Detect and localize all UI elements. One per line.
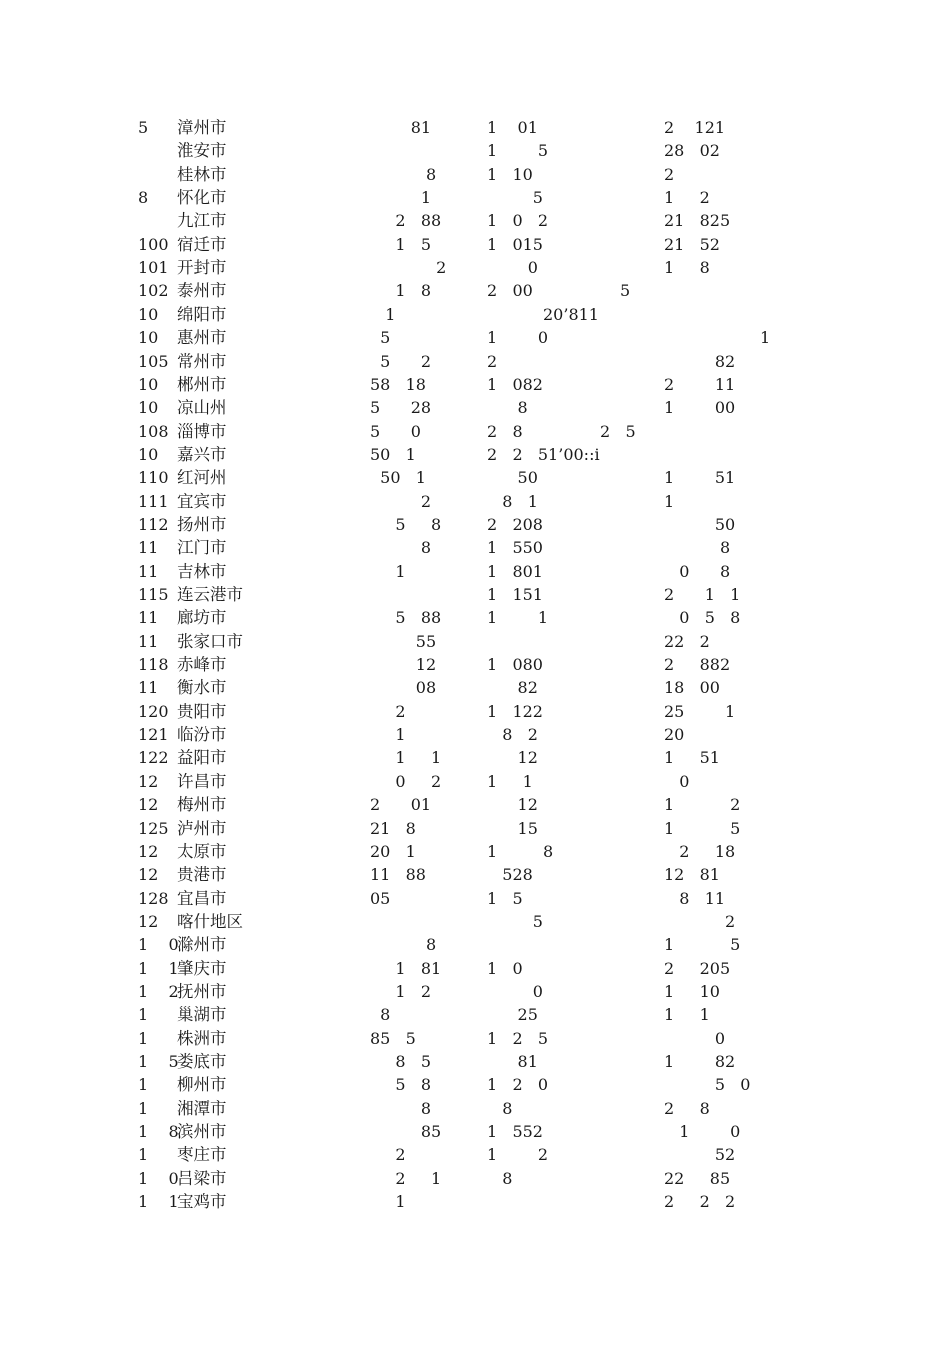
row-index: 1 <box>138 1005 149 1025</box>
value-c3: 1 5 <box>664 818 741 838</box>
row-index: 5 <box>138 118 149 137</box>
city-name: 常州市 <box>177 351 227 371</box>
value-c2: 12 <box>487 748 538 768</box>
city-name: 赤峰市 <box>177 655 227 675</box>
value-c2: 1 1 <box>487 608 549 628</box>
row-index: 101 <box>138 258 169 278</box>
value-c2: 1 0 2 <box>487 211 549 231</box>
table-row <box>0 606 950 629</box>
value-c1: 21 8 <box>370 818 416 838</box>
row-index: 115 <box>138 585 169 604</box>
table-row <box>0 933 950 956</box>
value-c1: 0 2 <box>370 771 442 791</box>
value-c3: 0 5 8 <box>664 608 741 628</box>
city-name: 枣庄市 <box>177 1145 227 1165</box>
value-c2: 8 <box>487 1168 513 1188</box>
table-row <box>0 233 950 256</box>
value-c2: 1 151 <box>487 585 543 604</box>
value-c3: 5 0 <box>664 1075 751 1095</box>
stray-fragment: 20’811 <box>543 304 599 324</box>
row-index: 11 <box>138 561 159 581</box>
value-c3: 1 2 <box>664 795 741 815</box>
value-c3: 2 18 <box>664 841 736 861</box>
table-row <box>0 723 950 746</box>
table-row <box>0 513 950 536</box>
value-c2: 1 080 <box>487 655 543 675</box>
value-c1: 8 5 <box>370 1052 432 1071</box>
value-c1: 5 88 <box>370 608 442 628</box>
city-name: 廊坊市 <box>177 608 227 628</box>
value-c1: 81 <box>370 118 432 137</box>
row-index: 1 2 <box>138 981 179 1001</box>
value-c2: 2 2 51’00::i <box>487 444 600 464</box>
city-name: 娄底市 <box>177 1052 227 1071</box>
value-c3: 1 <box>664 491 675 511</box>
value-c1: 58 18 <box>370 374 426 394</box>
value-c2: 2 8 <box>487 421 523 441</box>
table-row <box>0 350 950 373</box>
value-c3: 52 <box>664 1145 736 1165</box>
value-c3: 22 85 <box>664 1168 731 1188</box>
city-name: 宜宾市 <box>177 491 227 511</box>
value-c1: 50 1 <box>370 444 416 464</box>
value-c1: 05 <box>370 888 391 908</box>
table-row <box>0 1167 950 1190</box>
value-c2: 1 01 <box>487 118 538 137</box>
value-c1: 1 2 <box>370 981 432 1001</box>
value-c2: 0 <box>487 981 543 1001</box>
row-index: 1 5 <box>138 1052 179 1071</box>
row-index: 102 <box>138 281 169 301</box>
city-name: 扬州市 <box>177 514 227 534</box>
value-c2: 1 1 <box>487 771 533 791</box>
city-name: 肇庆市 <box>177 958 227 978</box>
table-row <box>0 560 950 583</box>
value-c3: 21 52 <box>664 234 720 254</box>
value-c2: 8 2 <box>487 725 538 745</box>
row-index: 12 <box>138 771 159 791</box>
table-row <box>0 256 950 279</box>
value-c2: 1 0 <box>487 958 523 978</box>
table-row <box>0 466 950 489</box>
city-name: 江门市 <box>177 538 227 558</box>
value-c2: 81 <box>487 1052 538 1071</box>
value-c2: 50 <box>487 468 538 488</box>
value-c3: 1 00 <box>664 398 736 418</box>
city-name: 吕梁市 <box>177 1168 227 1188</box>
table-row <box>0 420 950 443</box>
row-index: 10 <box>138 444 159 464</box>
value-c2: 5 <box>487 188 543 208</box>
city-name: 宜昌市 <box>177 888 227 908</box>
row-index: 118 <box>138 655 169 675</box>
stray-fragment: 2 5 <box>600 421 636 441</box>
table-row <box>0 326 950 349</box>
value-c2: 12 <box>487 795 538 815</box>
city-name: 张家口市 <box>177 631 243 651</box>
table-row <box>0 887 950 910</box>
row-index: 12 <box>138 841 159 861</box>
city-name: 连云港市 <box>177 585 243 604</box>
value-c1: 2 01 <box>370 795 432 815</box>
row-index: 110 <box>138 468 169 488</box>
table-row <box>0 396 950 419</box>
city-name: 临汾市 <box>177 725 227 745</box>
value-c1: 2 <box>370 258 447 278</box>
city-name: 贵港市 <box>177 865 227 885</box>
value-c2: 25 <box>487 1005 538 1025</box>
row-index: 1 0 <box>138 1168 179 1188</box>
table-row <box>0 163 950 186</box>
value-c2: 1 2 0 <box>487 1075 549 1095</box>
value-c2: 0 <box>487 258 538 278</box>
value-c3: 8 11 <box>664 888 726 908</box>
city-name: 株洲市 <box>177 1028 227 1048</box>
value-c1: 8 <box>370 164 437 184</box>
value-c3: 2 <box>664 911 736 931</box>
city-name: 衡水市 <box>177 678 227 698</box>
row-index: 1 1 <box>138 1192 179 1212</box>
row-index: 128 <box>138 888 169 908</box>
value-c3: 2 8 <box>664 1098 710 1118</box>
table-row <box>0 1190 950 1213</box>
city-name: 淮安市 <box>177 141 227 161</box>
value-c2: 82 <box>487 678 538 698</box>
table-row <box>0 116 950 139</box>
value-c1: 12 <box>370 655 437 675</box>
city-name: 郴州市 <box>177 374 227 394</box>
value-c3: 20 <box>664 725 685 745</box>
row-index: 1 8 <box>138 1122 179 1142</box>
table-row <box>0 1027 950 1050</box>
table-row <box>0 630 950 653</box>
row-index: 120 <box>138 701 169 721</box>
stray-fragment: 5 <box>620 281 631 301</box>
value-c1: 8 <box>370 1005 391 1025</box>
value-c1: 11 88 <box>370 865 426 885</box>
city-name: 柳州市 <box>177 1075 227 1095</box>
value-c3: 25 1 <box>664 701 736 721</box>
row-index: 105 <box>138 351 169 371</box>
value-c1: 8 <box>370 935 437 955</box>
value-c1: 2 88 <box>370 211 442 231</box>
city-name: 嘉兴市 <box>177 444 227 464</box>
value-c3: 1 51 <box>664 468 736 488</box>
value-c2: 1 10 <box>487 164 533 184</box>
row-index: 1 <box>138 1145 149 1165</box>
value-c1: 8 <box>370 538 432 558</box>
table-row <box>0 1143 950 1166</box>
value-c1: 2 <box>370 701 406 721</box>
value-c3: 1 8 <box>664 258 710 278</box>
city-name: 太原市 <box>177 841 227 861</box>
value-c3: 18 00 <box>664 678 720 698</box>
value-c1: 50 1 <box>370 468 426 488</box>
table-row <box>0 490 950 513</box>
row-index: 10 <box>138 304 159 324</box>
table-row <box>0 793 950 816</box>
value-c1: 1 <box>370 304 396 324</box>
value-c1: 85 <box>370 1122 442 1142</box>
table-row <box>0 1050 950 1073</box>
city-name: 吉林市 <box>177 561 227 581</box>
city-name: 淄博市 <box>177 421 227 441</box>
row-index: 121 <box>138 725 169 745</box>
row-index: 12 <box>138 865 159 885</box>
table-row <box>0 840 950 863</box>
value-c1: 20 1 <box>370 841 416 861</box>
value-c3: 1 1 <box>664 1005 710 1025</box>
value-c1: 5 <box>370 328 391 348</box>
value-c2: 1 5 <box>487 141 549 161</box>
row-index: 11 <box>138 538 159 558</box>
value-c1: 8 <box>370 1098 432 1118</box>
city-name: 益阳市 <box>177 748 227 768</box>
row-index: 1 0 <box>138 935 179 955</box>
row-index: 10 <box>138 374 159 394</box>
value-c3: 2 1 1 <box>664 585 741 604</box>
city-name: 绵阳市 <box>177 304 227 324</box>
row-index: 11 <box>138 631 159 651</box>
row-index: 1 <box>138 1028 149 1048</box>
table-row <box>0 1097 950 1120</box>
value-c3: 1 2 <box>664 188 710 208</box>
value-c3: 1 10 <box>664 981 720 1001</box>
city-name: 滨州市 <box>177 1122 227 1142</box>
value-c1: 5 2 <box>370 351 432 371</box>
value-c3: 2 121 <box>664 118 726 137</box>
value-c1: 55 <box>370 631 437 651</box>
table-row <box>0 957 950 980</box>
table-row <box>0 863 950 886</box>
table-row <box>0 910 950 933</box>
value-c1: 2 1 <box>370 1168 442 1188</box>
city-name: 泰州市 <box>177 281 227 301</box>
table-row <box>0 653 950 676</box>
table-row <box>0 700 950 723</box>
value-c2: 15 <box>487 818 538 838</box>
row-index: 112 <box>138 514 169 534</box>
value-c1: 1 8 <box>370 281 432 301</box>
table-row <box>0 676 950 699</box>
row-index: 1 <box>138 1098 149 1118</box>
value-c3: 2 205 <box>664 958 731 978</box>
row-index: 10 <box>138 398 159 418</box>
value-c2: 5 <box>487 911 543 931</box>
value-c1: 1 1 <box>370 748 442 768</box>
value-c3: 22 2 <box>664 631 710 651</box>
value-c3: 2 882 <box>664 655 731 675</box>
row-index: 10 <box>138 328 159 348</box>
row-index: 11 <box>138 608 159 628</box>
city-name: 贵阳市 <box>177 701 227 721</box>
table-row <box>0 1073 950 1096</box>
city-name: 滁州市 <box>177 935 227 955</box>
value-c1: 1 <box>370 1192 406 1212</box>
value-c2: 8 <box>487 1098 513 1118</box>
row-index: 1 1 <box>138 958 179 978</box>
city-name: 抚州市 <box>177 981 227 1001</box>
value-c1: 1 <box>370 725 406 745</box>
city-name: 桂林市 <box>177 164 227 184</box>
value-c3: 2 11 <box>664 374 736 394</box>
value-c1: 5 28 <box>370 398 432 418</box>
city-name: 宝鸡市 <box>177 1192 227 1212</box>
value-c3: 1 5 <box>664 935 741 955</box>
value-c2: 2 208 <box>487 514 543 534</box>
city-name: 九江市 <box>177 211 227 231</box>
table-row <box>0 1003 950 1026</box>
table-row <box>0 583 950 606</box>
table-row <box>0 980 950 1003</box>
value-c3: 2 <box>664 164 675 184</box>
table-row <box>0 139 950 162</box>
value-c2: 2 00 <box>487 281 533 301</box>
value-c1: 1 81 <box>370 958 442 978</box>
city-name: 红河州 <box>177 468 227 488</box>
value-c2: 1 2 5 <box>487 1028 549 1048</box>
table-row <box>0 443 950 466</box>
value-c3: 0 8 <box>664 561 731 581</box>
value-c3: 28 02 <box>664 141 720 161</box>
value-c2: 1 5 <box>487 888 523 908</box>
city-name: 凉山州 <box>177 398 227 418</box>
value-c1: 1 <box>370 188 432 208</box>
value-c1: 2 <box>370 491 432 511</box>
table-row <box>0 303 950 326</box>
city-name: 湘潭市 <box>177 1098 227 1118</box>
row-index: 12 <box>138 911 159 931</box>
table-row <box>0 373 950 396</box>
value-c1: 5 8 <box>370 514 442 534</box>
city-name: 开封市 <box>177 258 227 278</box>
table-row <box>0 279 950 302</box>
value-c3: 1 82 <box>664 1052 736 1071</box>
row-index: 100 <box>138 234 169 254</box>
row-index: 111 <box>138 491 169 511</box>
value-c3: 12 81 <box>664 865 720 885</box>
value-c2: 528 <box>487 865 533 885</box>
value-c2: 1 015 <box>487 234 543 254</box>
value-c3: 0 <box>664 1028 726 1048</box>
table-row <box>0 1120 950 1143</box>
row-index: 1 <box>138 1075 149 1095</box>
value-c3: 82 <box>664 351 736 371</box>
city-name: 许昌市 <box>177 771 227 791</box>
value-c2: 1 082 <box>487 374 543 394</box>
value-c1: 85 5 <box>370 1028 416 1048</box>
value-c3: 50 <box>664 514 736 534</box>
row-index: 108 <box>138 421 169 441</box>
row-index: 125 <box>138 818 169 838</box>
city-name: 巢湖市 <box>177 1005 227 1025</box>
value-c2: 2 <box>487 351 498 371</box>
value-c2: 8 1 <box>487 491 538 511</box>
table-row <box>0 746 950 769</box>
value-c3: 0 <box>664 771 690 791</box>
value-c1: 2 <box>370 1145 406 1165</box>
value-c2: 1 550 <box>487 538 543 558</box>
value-c3: 21 825 <box>664 211 731 231</box>
row-index: 122 <box>138 748 169 768</box>
value-c2: 1 552 <box>487 1122 543 1142</box>
city-name: 惠州市 <box>177 328 227 348</box>
value-c1: 1 <box>370 561 406 581</box>
value-c1: 5 8 <box>370 1075 432 1095</box>
value-c1: 5 0 <box>370 421 421 441</box>
value-c1: 08 <box>370 678 437 698</box>
table-row <box>0 209 950 232</box>
value-c1: 1 5 <box>370 234 432 254</box>
row-index: 12 <box>138 795 159 815</box>
table-row <box>0 536 950 559</box>
value-c2: 8 <box>487 398 528 418</box>
value-c3: 8 <box>664 538 731 558</box>
city-name: 怀化市 <box>177 188 227 208</box>
table-row <box>0 817 950 840</box>
value-c2: 1 122 <box>487 701 543 721</box>
city-name: 喀什地区 <box>177 911 243 931</box>
value-c2: 1 0 <box>487 328 549 348</box>
value-c3: 1 0 <box>664 1122 741 1142</box>
city-name: 泸州市 <box>177 818 227 838</box>
table-row <box>0 186 950 209</box>
value-c3: 1 51 <box>664 748 720 768</box>
city-name: 梅州市 <box>177 795 227 815</box>
table-row <box>0 770 950 793</box>
city-name: 宿迁市 <box>177 234 227 254</box>
row-index: 8 <box>138 188 149 208</box>
value-c2: 1 8 <box>487 841 554 861</box>
row-index: 11 <box>138 678 159 698</box>
value-c3: 2 2 2 <box>664 1192 736 1212</box>
value-c2: 1 801 <box>487 561 543 581</box>
value-c2: 1 2 <box>487 1145 549 1165</box>
city-name: 漳州市 <box>177 118 227 137</box>
stray-fragment: 1 <box>760 328 771 348</box>
